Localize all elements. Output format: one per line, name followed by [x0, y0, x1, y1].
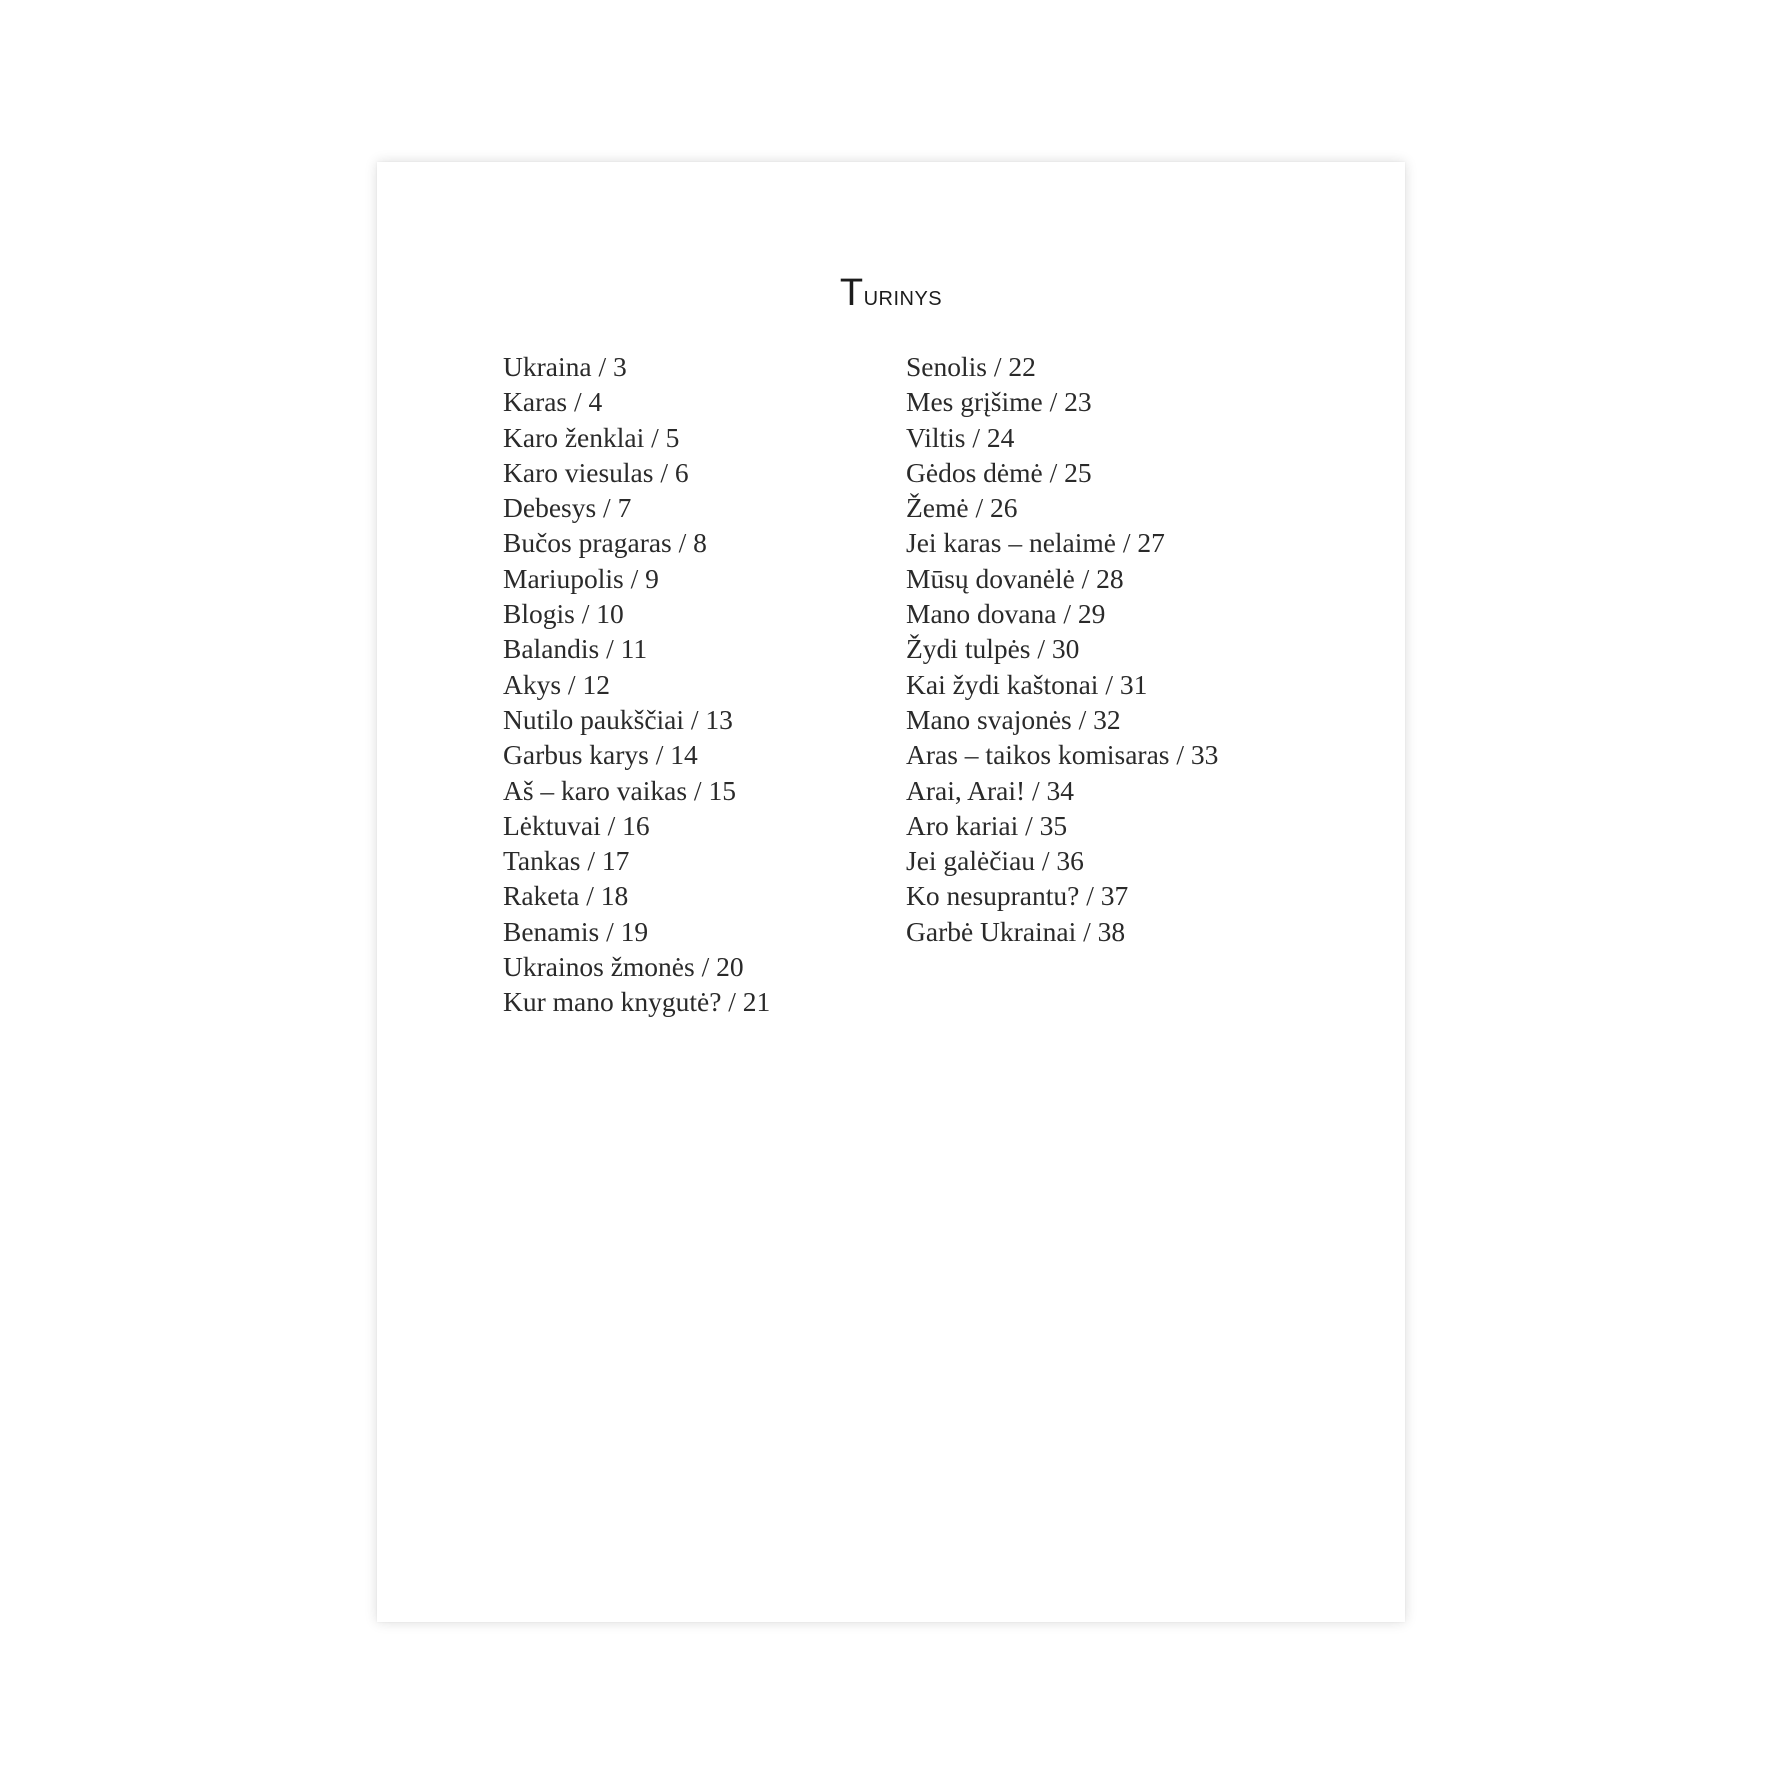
toc-entry: Tankas / 17 — [503, 845, 630, 877]
toc-column-right — [906, 349, 1218, 949]
toc-entry: Aras – taikos komisaras / 33 — [906, 739, 1219, 771]
toc-entry: Aro kariai / 35 — [906, 809, 1068, 841]
toc-entry: Kai žydi kaštonai / 31 — [906, 668, 1148, 700]
toc-entry: Karas / 4 — [503, 386, 603, 418]
toc-entry: Lėktuvai / 16 — [503, 809, 650, 841]
toc-entry: Jei galėčiau / 36 — [906, 845, 1084, 877]
toc-entry: Aš – karo vaikas / 15 — [503, 774, 736, 806]
toc-entry: Benamis / 19 — [503, 915, 649, 947]
toc-entry: Bučos pragaras / 8 — [503, 527, 707, 559]
toc-entry: Viltis / 24 — [906, 421, 1015, 453]
toc-entry: Mano svajonės / 32 — [906, 703, 1121, 735]
toc-entry: Mano dovana / 29 — [906, 598, 1106, 630]
toc-entry: Mariupolis / 9 — [503, 562, 659, 594]
toc-entry: Arai, Arai! / 34 — [906, 774, 1075, 806]
page-title: Turinys — [839, 272, 943, 314]
toc-entry: Ko nesuprantu? / 37 — [906, 880, 1129, 912]
toc-entry: Nutilo paukščiai / 13 — [503, 703, 733, 735]
toc-entry: Karo ženklai / 5 — [503, 421, 680, 453]
document-page — [377, 162, 1405, 1622]
toc-entry: Ukrainos žmonės / 20 — [503, 951, 744, 983]
toc-entry: Jei karas – nelaimė / 27 — [906, 527, 1165, 559]
toc-entry: Gėdos dėmė / 25 — [906, 456, 1092, 488]
toc-entry: Balandis / 11 — [503, 633, 648, 665]
toc-entry: Garbus karys / 14 — [503, 739, 698, 771]
toc-entry: Žydi tulpės / 30 — [906, 633, 1080, 665]
toc-column-left — [503, 349, 770, 1020]
toc-entry: Mes grįšime / 23 — [906, 386, 1092, 418]
toc-entry: Karo viesulas / 6 — [503, 456, 689, 488]
toc-entry: Raketa / 18 — [503, 880, 629, 912]
toc-entry: Ukraina / 3 — [503, 351, 627, 382]
toc-entry: Debesys / 7 — [503, 492, 632, 524]
toc-entry: Blogis / 10 — [503, 598, 624, 630]
toc-entry: Akys / 12 — [503, 668, 610, 700]
toc-entry: Žemė / 26 — [906, 492, 1018, 524]
toc-entry: Mūsų dovanėlė / 28 — [906, 562, 1124, 594]
toc-entry: Senolis / 22 — [906, 351, 1036, 382]
toc-entry: Kur mano knygutė? / 21 — [503, 986, 771, 1018]
toc-entry: Garbė Ukrainai / 38 — [906, 915, 1126, 947]
